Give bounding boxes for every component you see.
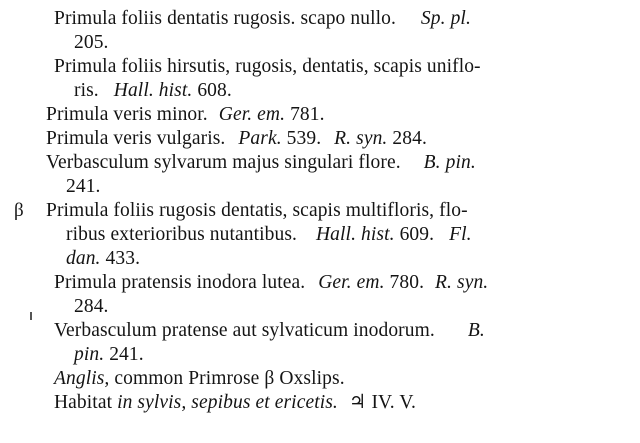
page-number: 241.	[109, 344, 144, 365]
synonym-line-11	[66, 247, 140, 271]
synonym-line-9	[46, 199, 468, 223]
synonym-text: Verbasculum sylvarum majus singulari flore.	[46, 152, 401, 173]
habitat-line	[54, 391, 416, 415]
synonym-text: ris.	[74, 80, 99, 101]
synonym-line-7	[46, 151, 476, 175]
page-number: 284.	[392, 128, 427, 149]
reference-abbrev: Park.	[238, 128, 282, 149]
margin-speck	[30, 312, 32, 320]
page-number: 284.	[74, 296, 109, 317]
reference-abbrev: R. syn.	[334, 128, 388, 149]
reference-abbrev: pin.	[74, 344, 105, 365]
synonym-line-6	[46, 127, 427, 151]
synonym-text: Primula pratensis inodora lutea.	[54, 272, 306, 293]
reference-abbrev: Hall. hist.	[113, 80, 193, 101]
synonym-line-12	[54, 271, 488, 295]
reference-abbrev: Ger. em.	[318, 272, 385, 293]
reference-abbrev: Fl.	[449, 224, 472, 245]
synonym-line-5	[46, 103, 325, 127]
synonym-text: Primula foliis dentatis rugosis. scapo nullo.	[54, 8, 396, 29]
synonym-text: ribus exterioribus nutantibus.	[66, 224, 298, 245]
page-number: 433.	[105, 248, 141, 269]
page-number: 609.	[399, 224, 435, 245]
page-number: 205.	[74, 32, 109, 53]
common-name-text: common Primrose β Oxslips.	[114, 368, 345, 389]
variety-marker: β	[14, 200, 24, 221]
synonym-line-4	[74, 79, 232, 103]
reference-abbrev: Hall. hist.	[316, 224, 395, 245]
flowering-months: IV. V.	[371, 392, 416, 413]
synonym-line-10	[66, 223, 472, 247]
synonym-text: Primula foliis hirsutis, rugosis, dentatis, scapis uniflo-	[54, 56, 481, 77]
page-number: 539.	[286, 128, 322, 149]
synonym-line-2	[74, 31, 109, 55]
common-name-label: Anglis,	[54, 368, 110, 389]
synonym-text: Primula veris minor.	[46, 104, 208, 125]
synonym-line-3	[54, 55, 481, 79]
page-number: 780.	[389, 272, 425, 293]
habitat-label: Habitat	[54, 392, 113, 413]
reference-abbrev: B. pin.	[423, 152, 476, 173]
reference-abbrev: Ger. em.	[218, 104, 286, 125]
synonym-line-1	[54, 7, 471, 31]
synonym-line-15	[74, 343, 144, 367]
page-number: 608.	[197, 80, 232, 101]
reference-abbrev: B.	[467, 320, 485, 341]
synonym-line-8	[66, 175, 101, 199]
reference-abbrev: R. syn.	[435, 272, 489, 293]
page-number: 241.	[66, 176, 101, 197]
synonym-text: Verbasculum pratense aut sylvaticum inodorum.	[54, 320, 435, 341]
habitat-location: in sylvis, sepibus et ericetis.	[117, 392, 338, 413]
synonym-line-13	[74, 295, 109, 319]
synonym-text: Primula foliis rugosis dentatis, scapis multifloris, flo-	[46, 200, 468, 221]
perennial-symbol: ♃	[348, 392, 367, 413]
synonym-line-14	[54, 319, 485, 343]
synonym-text: Primula veris vulgaris.	[46, 128, 226, 149]
reference-abbrev: dan.	[66, 248, 101, 269]
common-name-line	[54, 367, 345, 391]
page-number: 781.	[290, 104, 325, 125]
reference-abbrev: Sp. pl.	[420, 8, 471, 29]
